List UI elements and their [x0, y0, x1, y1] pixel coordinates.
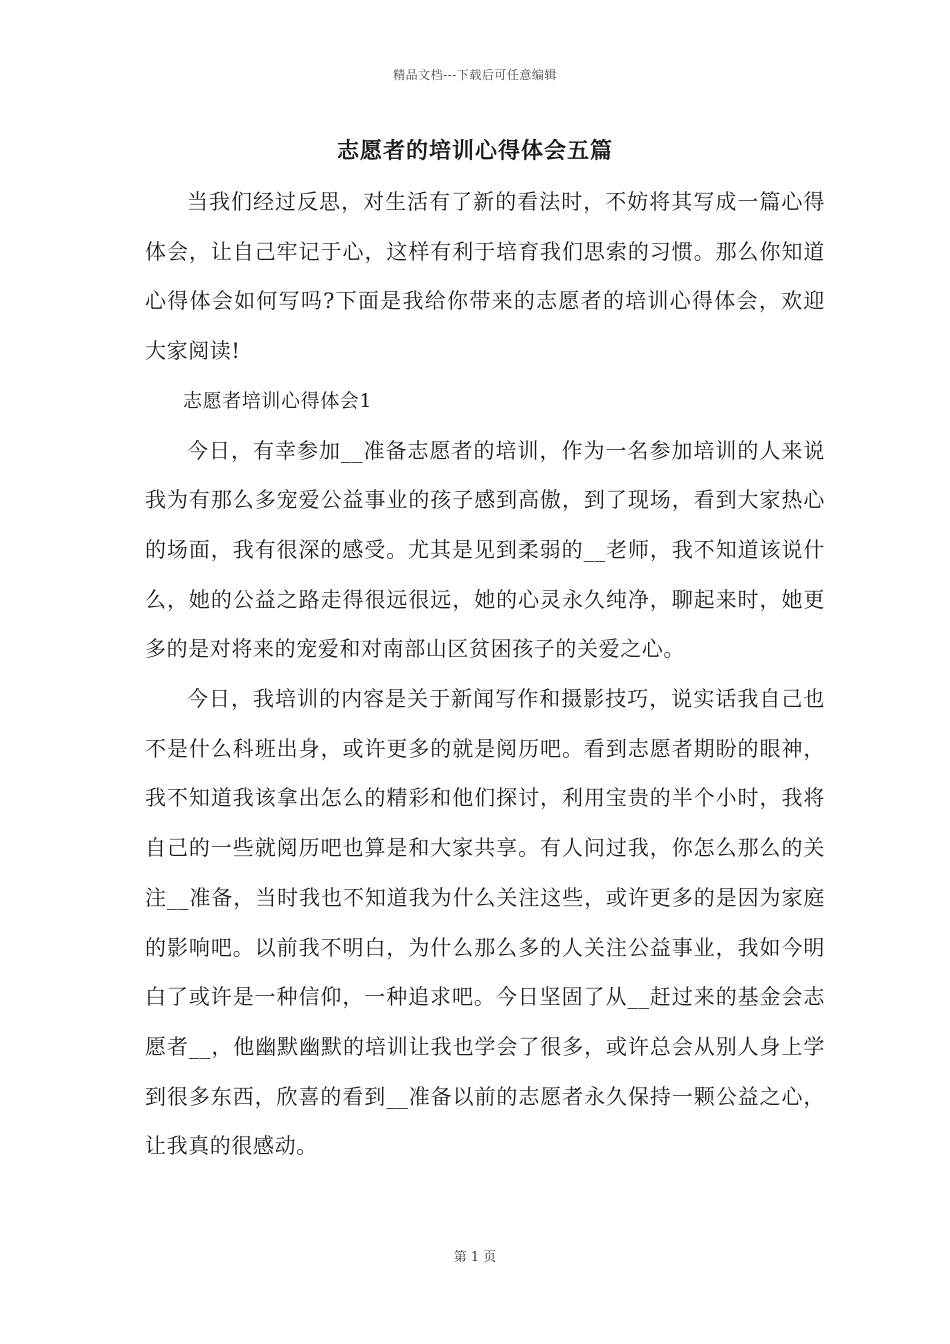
- document-body: [145, 178, 825, 1172]
- section-heading: 志愿者培训心得体会1: [183, 389, 373, 412]
- body-paragraph: 今日，有幸参加__准备志愿者的培训，作为一名参加培训的人来说我为有那么多宠爱公益事业的孩子感到高傲，到了现场，看到大家热心的场面，我有很深的感受。尤其是见到柔弱的__老师，我不知道该说什么，她的公益之路走得很远很远，她的心灵永久纯净，聊起来时，她更多的是对将来的宠爱和对南部山区贫困孩子的关爱之心。: [145, 438, 825, 662]
- document-title: 志愿者的培训心得体会五篇: [336, 138, 613, 164]
- intro-paragraph: 当我们经过反思，对生活有了新的看法时，不妨将其写成一篇心得体会，让自己牢记于心，这样有利于培育我们思索的习惯。那么你知道心得体会如何写吗?下面是我给你带来的志愿者的培训心得体会，欢迎大家阅读!: [145, 190, 825, 364]
- page-header: 精品文档---下载后可任意编辑: [393, 68, 557, 82]
- page-number: 第 1 页: [453, 1250, 497, 1265]
- body-paragraph: 今日，我培训的内容是关于新闻写作和摄影技巧，说实话我自己也不是什么科班出身，或许更多的就是阅历吧。看到志愿者期盼的眼神，我不知道我该拿出怎么的精彩和他们探讨，利用宝贵的半个小时，我将自己的一些就阅历吧也算是和大家共享。有人问过我，你怎么那么的关注__准备，当时我也不知道我为什么关注这些，或许更多的是因为家庭的影响吧。以前我不明白，为什么那么多的人关注公益事业，我如今明白了或许是一种信仰，一种追求吧。今日坚固了从__赶过来的基金会志愿者__，他幽默幽默的培训让我也学会了很多，或许总会从别人身上学到很多东西，欣喜的看到__准备以前的志愿者永久保持一颗公益之心，让我真的很感动。: [145, 687, 825, 1159]
